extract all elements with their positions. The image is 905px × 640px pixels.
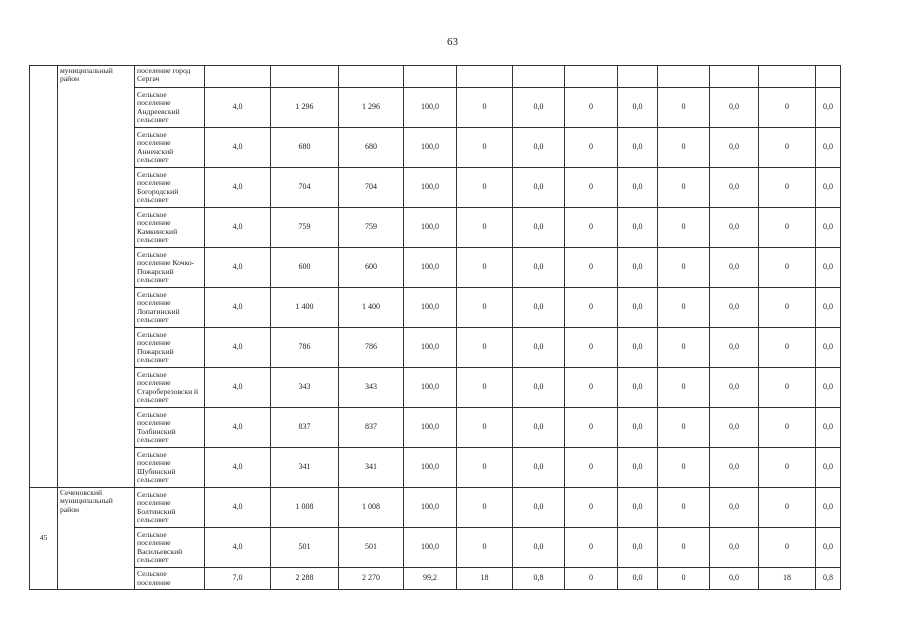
value-cell: 759 <box>271 208 339 248</box>
value-cell: 0,0 <box>816 368 841 408</box>
value-cell: 0,0 <box>618 248 658 288</box>
value-cell: 0 <box>457 528 513 568</box>
value-cell: 0 <box>457 328 513 368</box>
value-cell: 100,0 <box>404 128 457 168</box>
table-row <box>30 408 841 448</box>
settlement-cell: Сельское поселение Камкинский сельсовет <box>135 208 205 248</box>
value-cell: 0,0 <box>618 528 658 568</box>
value-cell: 0 <box>658 528 710 568</box>
table-row <box>30 368 841 408</box>
value-cell: 0,0 <box>618 128 658 168</box>
value-cell: 4,0 <box>205 168 271 208</box>
value-cell: 0,0 <box>618 368 658 408</box>
value-cell <box>618 66 658 88</box>
value-cell: 0,0 <box>710 128 759 168</box>
value-cell: 100,0 <box>404 328 457 368</box>
value-cell: 0,0 <box>710 408 759 448</box>
table-row <box>30 568 841 590</box>
value-cell: 0,0 <box>618 328 658 368</box>
value-cell: 0,0 <box>513 528 565 568</box>
settlement-cell: Сельское поселение Шубинский сельсовет <box>135 448 205 488</box>
value-cell: 0,0 <box>710 248 759 288</box>
value-cell: 0,0 <box>710 528 759 568</box>
value-cell: 0,0 <box>816 248 841 288</box>
value-cell: 0 <box>457 168 513 208</box>
value-cell: 0,0 <box>618 568 658 590</box>
value-cell: 2 288 <box>271 568 339 590</box>
value-cell: 0 <box>658 88 710 128</box>
table-row <box>30 448 841 488</box>
value-cell: 501 <box>271 528 339 568</box>
value-cell: 0 <box>759 288 816 328</box>
value-cell: 0 <box>658 448 710 488</box>
value-cell: 341 <box>271 448 339 488</box>
value-cell: 0 <box>457 408 513 448</box>
value-cell: 600 <box>339 248 404 288</box>
district-cell: муниципальный район <box>58 66 135 488</box>
value-cell: 4,0 <box>205 88 271 128</box>
value-cell: 837 <box>271 408 339 448</box>
table-row <box>30 328 841 368</box>
value-cell: 0,0 <box>816 448 841 488</box>
value-cell: 0 <box>658 128 710 168</box>
value-cell: 0 <box>565 208 618 248</box>
value-cell: 0 <box>457 368 513 408</box>
value-cell: 0 <box>565 408 618 448</box>
value-cell: 0 <box>457 488 513 528</box>
value-cell: 704 <box>271 168 339 208</box>
table-row <box>30 88 841 128</box>
table-row <box>30 66 841 88</box>
value-cell: 0 <box>565 328 618 368</box>
value-cell: 0,0 <box>513 408 565 448</box>
value-cell: 0,0 <box>710 208 759 248</box>
value-cell: 0,0 <box>710 168 759 208</box>
value-cell: 0 <box>658 568 710 590</box>
value-cell: 0,0 <box>513 208 565 248</box>
settlement-cell: Сельское поселение Староберезовски й сельсовет <box>135 368 205 408</box>
value-cell: 100,0 <box>404 408 457 448</box>
value-cell: 0,0 <box>710 328 759 368</box>
group-number-cell <box>30 66 58 488</box>
value-cell: 0,0 <box>710 448 759 488</box>
value-cell: 4,0 <box>205 528 271 568</box>
settlement-cell: Сельское поселение Васильевский сельсовет <box>135 528 205 568</box>
table-row <box>30 128 841 168</box>
value-cell: 0 <box>759 528 816 568</box>
value-cell: 0 <box>565 488 618 528</box>
value-cell: 0,0 <box>513 168 565 208</box>
value-cell: 0 <box>658 208 710 248</box>
value-cell: 100,0 <box>404 208 457 248</box>
value-cell: 4,0 <box>205 368 271 408</box>
value-cell: 0,0 <box>816 288 841 328</box>
value-cell: 0,0 <box>618 408 658 448</box>
value-cell: 0 <box>759 248 816 288</box>
value-cell: 4,0 <box>205 448 271 488</box>
value-cell: 0 <box>759 368 816 408</box>
value-cell: 100,0 <box>404 288 457 328</box>
settlement-cell: Сельское поселение Богородский сельсовет <box>135 168 205 208</box>
value-cell: 0 <box>759 408 816 448</box>
value-cell: 0 <box>565 528 618 568</box>
value-cell: 0,0 <box>816 488 841 528</box>
value-cell: 0 <box>457 248 513 288</box>
value-cell: 837 <box>339 408 404 448</box>
value-cell: 0,0 <box>513 488 565 528</box>
value-cell: 0 <box>565 448 618 488</box>
value-cell <box>658 66 710 88</box>
value-cell: 0 <box>457 128 513 168</box>
value-cell: 600 <box>271 248 339 288</box>
value-cell: 1 400 <box>339 288 404 328</box>
value-cell: 0 <box>658 408 710 448</box>
value-cell: 0,0 <box>710 88 759 128</box>
settlement-cell: поселение город Сергач <box>135 66 205 88</box>
value-cell: 0,0 <box>513 368 565 408</box>
value-cell: 100,0 <box>404 448 457 488</box>
table-row <box>30 488 841 528</box>
value-cell: 0,8 <box>513 568 565 590</box>
data-table <box>29 65 841 590</box>
district-cell: Сеченовский муниципальный район <box>58 488 135 590</box>
value-cell: 0,0 <box>816 408 841 448</box>
value-cell: 0 <box>565 168 618 208</box>
value-cell: 2 270 <box>339 568 404 590</box>
value-cell: 786 <box>271 328 339 368</box>
value-cell: 0 <box>759 328 816 368</box>
settlement-cell: Сельское поселение Пожарский сельсовет <box>135 328 205 368</box>
value-cell: 100,0 <box>404 488 457 528</box>
value-cell: 0,0 <box>710 568 759 590</box>
value-cell <box>404 66 457 88</box>
value-cell: 0,0 <box>816 328 841 368</box>
value-cell: 0 <box>658 368 710 408</box>
value-cell: 0,0 <box>618 168 658 208</box>
value-cell <box>816 66 841 88</box>
value-cell: 0,0 <box>513 328 565 368</box>
value-cell: 7,0 <box>205 568 271 590</box>
value-cell <box>205 66 271 88</box>
settlement-cell: Сельское поселение <box>135 568 205 590</box>
value-cell: 100,0 <box>404 528 457 568</box>
value-cell <box>710 66 759 88</box>
value-cell: 786 <box>339 328 404 368</box>
settlement-cell: Сельское поселение Кочко-Пожарский сельсовет <box>135 248 205 288</box>
value-cell <box>759 66 816 88</box>
value-cell: 0,0 <box>710 288 759 328</box>
value-cell: 0 <box>565 568 618 590</box>
value-cell: 0 <box>759 128 816 168</box>
value-cell: 0 <box>565 248 618 288</box>
settlement-cell: Сельское поселение Анненский сельсовет <box>135 128 205 168</box>
value-cell: 0,0 <box>710 368 759 408</box>
table-row <box>30 288 841 328</box>
value-cell: 0,0 <box>513 248 565 288</box>
value-cell: 0 <box>759 168 816 208</box>
value-cell: 18 <box>759 568 816 590</box>
value-cell: 18 <box>457 568 513 590</box>
value-cell: 704 <box>339 168 404 208</box>
value-cell: 0 <box>565 88 618 128</box>
value-cell: 0 <box>457 288 513 328</box>
group-number-cell: 45 <box>30 488 58 590</box>
value-cell: 0,0 <box>816 528 841 568</box>
value-cell: 0,0 <box>513 288 565 328</box>
value-cell: 0 <box>457 208 513 248</box>
value-cell <box>457 66 513 88</box>
value-cell <box>339 66 404 88</box>
value-cell: 0,0 <box>710 488 759 528</box>
value-cell: 0,0 <box>618 488 658 528</box>
value-cell: 0 <box>658 248 710 288</box>
settlement-cell: Сельское поселение Андреевский сельсовет <box>135 88 205 128</box>
value-cell: 4,0 <box>205 288 271 328</box>
value-cell: 341 <box>339 448 404 488</box>
value-cell: 501 <box>339 528 404 568</box>
value-cell: 0,0 <box>513 448 565 488</box>
value-cell: 0,0 <box>618 288 658 328</box>
value-cell: 0,0 <box>816 128 841 168</box>
value-cell: 1 296 <box>339 88 404 128</box>
value-cell: 99,2 <box>404 568 457 590</box>
value-cell: 0 <box>759 88 816 128</box>
settlement-cell: Сельское поселение Болтинский сельсовет <box>135 488 205 528</box>
value-cell: 0 <box>759 448 816 488</box>
value-cell: 0 <box>658 488 710 528</box>
value-cell: 100,0 <box>404 248 457 288</box>
table-row <box>30 528 841 568</box>
table-row <box>30 168 841 208</box>
value-cell: 343 <box>339 368 404 408</box>
value-cell: 0 <box>759 208 816 248</box>
table-body <box>30 66 841 590</box>
value-cell: 0 <box>565 128 618 168</box>
value-cell: 0,0 <box>618 208 658 248</box>
value-cell: 0,0 <box>816 88 841 128</box>
value-cell: 0 <box>457 88 513 128</box>
value-cell: 0 <box>457 448 513 488</box>
value-cell: 0 <box>658 328 710 368</box>
value-cell: 0 <box>565 288 618 328</box>
value-cell: 680 <box>271 128 339 168</box>
value-cell: 0,0 <box>816 168 841 208</box>
value-cell: 0,0 <box>618 448 658 488</box>
value-cell: 0,0 <box>618 88 658 128</box>
value-cell: 1 008 <box>271 488 339 528</box>
settlement-cell: Сельское поселение Толбинский сельсовет <box>135 408 205 448</box>
value-cell: 4,0 <box>205 128 271 168</box>
settlement-cell: Сельское поселение Лопатинский сельсовет <box>135 288 205 328</box>
value-cell: 4,0 <box>205 248 271 288</box>
value-cell: 0,0 <box>513 128 565 168</box>
value-cell: 1 400 <box>271 288 339 328</box>
value-cell: 0,0 <box>816 208 841 248</box>
table-row <box>30 248 841 288</box>
value-cell: 4,0 <box>205 408 271 448</box>
value-cell: 343 <box>271 368 339 408</box>
value-cell <box>513 66 565 88</box>
page-number: 63 <box>447 36 458 48</box>
table-row <box>30 208 841 248</box>
value-cell: 4,0 <box>205 208 271 248</box>
value-cell: 4,0 <box>205 328 271 368</box>
value-cell: 0 <box>565 368 618 408</box>
value-cell: 0 <box>658 168 710 208</box>
value-cell: 0 <box>658 288 710 328</box>
value-cell: 0,0 <box>513 88 565 128</box>
value-cell: 0,8 <box>816 568 841 590</box>
value-cell <box>565 66 618 88</box>
value-cell <box>271 66 339 88</box>
value-cell: 100,0 <box>404 368 457 408</box>
value-cell: 759 <box>339 208 404 248</box>
value-cell: 4,0 <box>205 488 271 528</box>
value-cell: 1 008 <box>339 488 404 528</box>
value-cell: 680 <box>339 128 404 168</box>
value-cell: 100,0 <box>404 168 457 208</box>
value-cell: 100,0 <box>404 88 457 128</box>
value-cell: 0 <box>759 488 816 528</box>
value-cell: 1 296 <box>271 88 339 128</box>
